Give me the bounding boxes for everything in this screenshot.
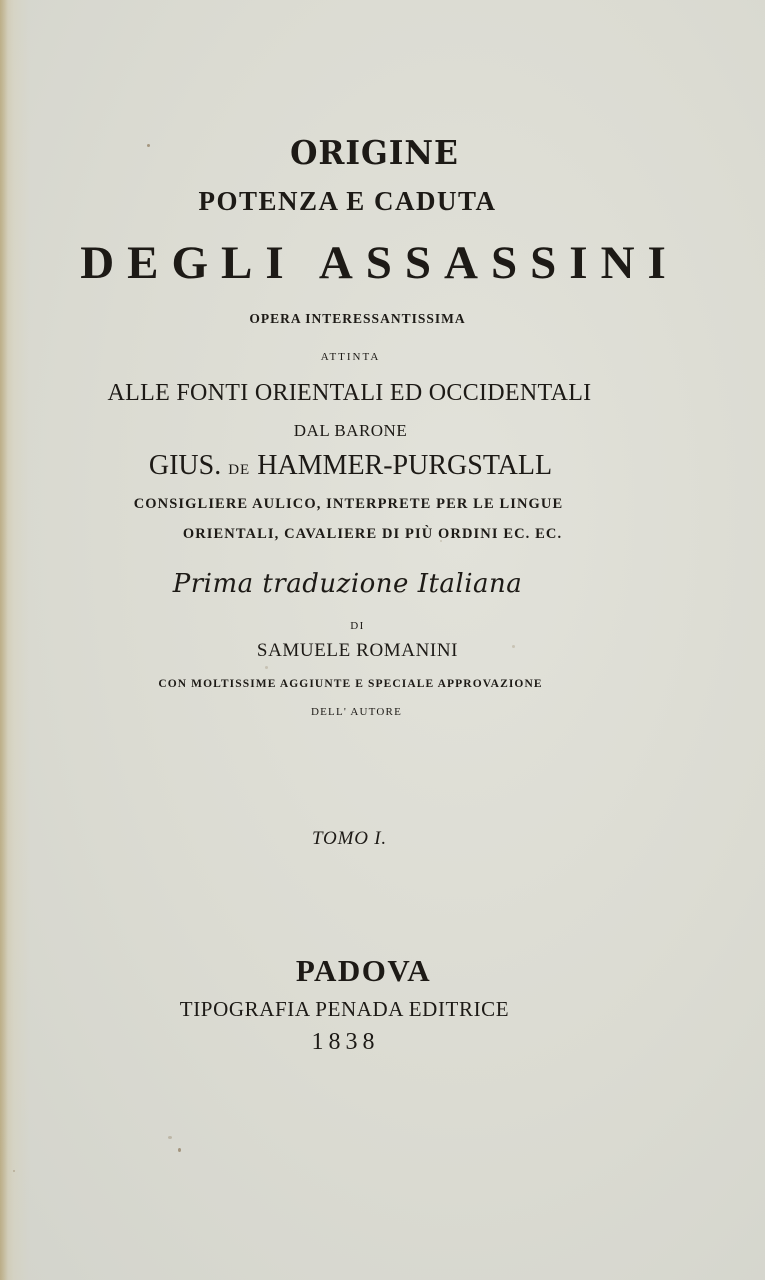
author-name bbox=[0, 452, 733, 480]
additions-line-1: CON MOLTISSIME AGGIUNTE E SPECIALE APPROVAZIONE bbox=[158, 678, 543, 690]
author-particle: DE bbox=[228, 462, 251, 478]
imprint-year: 1838 bbox=[311, 1029, 380, 1055]
title-line-degli-assassini: DEGLI ASSASSINI bbox=[80, 237, 679, 289]
author-titles-line-2: ORIENTALI, CAVALIERE DI PIÙ ORDINI EC. EC. bbox=[182, 526, 563, 542]
foxing-speck bbox=[178, 1148, 181, 1152]
imprint-city: PADOVA bbox=[295, 953, 432, 988]
sources-line: ALLE FONTI ORIENTALI ED OCCIDENTALI bbox=[107, 380, 592, 406]
imprint-publisher: TIPOGRAFIA PENADA EDITRICE bbox=[179, 997, 510, 1021]
author-titles-line-1: CONSIGLIERE AULICO, INTERPRETE PER LE LINGUE bbox=[133, 496, 564, 512]
translator-prefix: DI bbox=[350, 620, 365, 632]
title-line-potenza: POTENZA E CADUTA bbox=[198, 186, 497, 216]
author-given-name: GIUS. bbox=[148, 450, 222, 481]
attinta-label: ATTINTA bbox=[320, 351, 381, 363]
translator-name: SAMUELE ROMANINI bbox=[256, 640, 459, 661]
translation-note: Prima traduzione Italiana bbox=[172, 569, 523, 599]
foxing-speck bbox=[168, 1136, 172, 1139]
foxing-speck bbox=[265, 666, 268, 669]
by-line: DAL BARONE bbox=[293, 421, 408, 440]
additions-line-2: DELL' AUTORE bbox=[310, 706, 403, 718]
author-surname: HAMMER-PURGSTALL bbox=[257, 450, 553, 481]
foxing-speck bbox=[13, 1170, 15, 1172]
volume-label: TOMO I. bbox=[312, 828, 387, 849]
subtitle: OPERA INTERESSANTISSIMA bbox=[249, 311, 466, 326]
title-line-origine: ORIGINE bbox=[290, 133, 459, 172]
